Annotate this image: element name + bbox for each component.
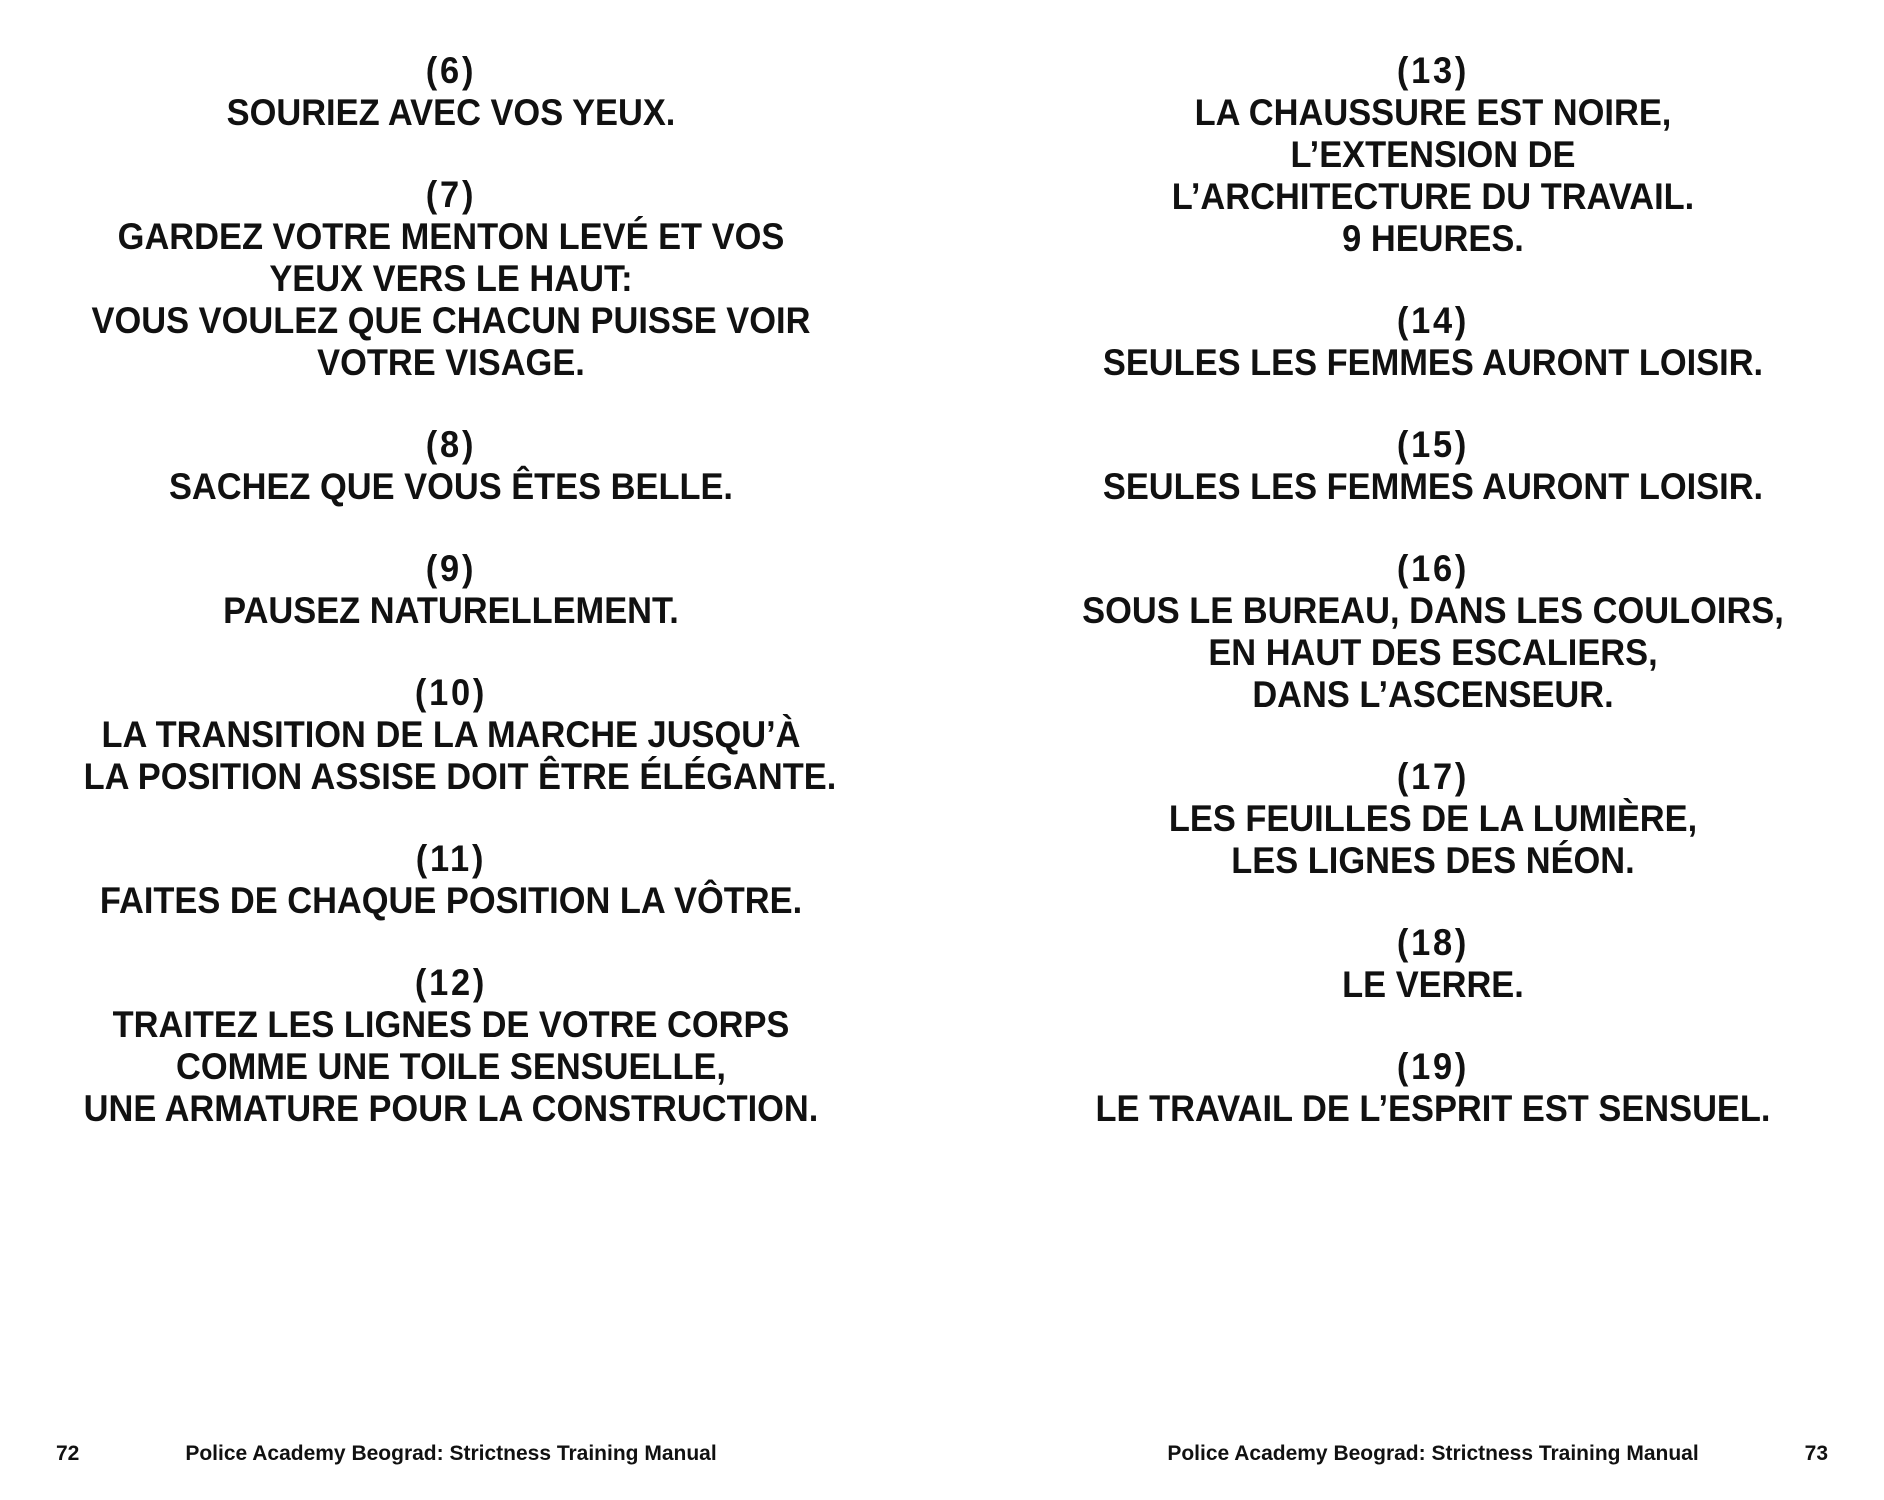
running-title: Police Academy Beograd: Strictness Training Manual (185, 1442, 717, 1465)
rule-line: DANS L’ASCENSEUR. (1252, 674, 1614, 715)
rule-block-17 (1066, 756, 1801, 882)
rule-line: PAUSEZ NATURELLEMENT. (223, 590, 679, 631)
footer-right (1038, 1440, 1828, 1468)
rule-number: (9) (425, 548, 477, 589)
rule-line: LES LIGNES DES NÉON. (1231, 840, 1635, 881)
rule-block-14 (1066, 300, 1801, 384)
footer-left (56, 1440, 846, 1468)
rule-line: 9 HEURES. (1342, 218, 1524, 259)
rule-number: (13) (1396, 50, 1470, 91)
rule-number: (17) (1396, 756, 1470, 797)
page-right (942, 0, 1884, 1500)
rule-line: SOUS LE BUREAU, DANS LES COULOIRS, (1082, 590, 1784, 631)
rule-line: SEULES LES FEMMES AURONT LOISIR. (1102, 342, 1764, 383)
rule-line: LA POSITION ASSISE DOIT ÊTRE ÉLÉGANTE. (83, 756, 837, 797)
rule-number: (7) (425, 174, 477, 215)
running-title: Police Academy Beograd: Strictness Training Manual (1167, 1442, 1699, 1465)
rule-number: (14) (1396, 300, 1470, 341)
rule-line: SACHEZ QUE VOUS ÊTES BELLE. (168, 466, 734, 507)
rule-line: VOTRE VISAGE. (317, 342, 585, 383)
rule-line: L’EXTENSION DE (1290, 134, 1576, 175)
rule-line: LE VERRE. (1342, 964, 1524, 1005)
rule-number: (8) (425, 424, 477, 465)
rule-line: SEULES LES FEMMES AURONT LOISIR. (1102, 466, 1764, 507)
rule-number: (6) (425, 50, 477, 91)
rule-block-16 (1066, 548, 1801, 716)
rule-line: LA CHAUSSURE EST NOIRE, (1194, 92, 1672, 133)
rule-number: (10) (414, 672, 488, 713)
rule-line: LES FEUILLES DE LA LUMIÈRE, (1168, 798, 1698, 839)
rule-number: (18) (1396, 922, 1470, 963)
rule-line: TRAITEZ LES LIGNES DE VOTRE CORPS (112, 1004, 790, 1045)
rule-block-12 (84, 962, 819, 1130)
rule-line: LE TRAVAIL DE L’ESPRIT EST SENSUEL. (1095, 1088, 1771, 1129)
rule-number: (12) (414, 962, 488, 1003)
rule-line: FAITES DE CHAQUE POSITION LA VÔTRE. (99, 880, 803, 921)
rule-block-7 (84, 174, 819, 384)
page-number: 72 (56, 1442, 80, 1465)
rule-number: (11) (415, 838, 487, 879)
rule-block-13 (1066, 50, 1801, 260)
rule-line: EN HAUT DES ESCALIERS, (1208, 632, 1658, 673)
rule-block-18 (1066, 922, 1801, 1006)
rule-line: VOUS VOULEZ QUE CHACUN PUISSE VOIR (91, 300, 811, 341)
rule-number: (15) (1396, 424, 1470, 465)
rule-block-11 (84, 838, 819, 922)
rule-block-15 (1066, 424, 1801, 508)
rule-line: GARDEZ VOTRE MENTON LEVÉ ET VOS (117, 216, 785, 257)
rule-line: UNE ARMATURE POUR LA CONSTRUCTION. (83, 1088, 819, 1129)
rule-block-6 (84, 50, 819, 134)
rule-line: L’ARCHITECTURE DU TRAVAIL. (1171, 176, 1695, 217)
rule-number: (16) (1396, 548, 1470, 589)
rule-line: YEUX VERS LE HAUT: (269, 258, 633, 299)
rule-block-10 (83, 672, 837, 798)
page-number: 73 (1804, 1442, 1828, 1465)
rule-line: COMME UNE TOILE SENSUELLE, (176, 1046, 726, 1087)
rule-block-19 (1066, 1046, 1801, 1130)
rule-block-8 (84, 424, 819, 508)
rule-number: (19) (1396, 1046, 1470, 1087)
rule-line: SOURIEZ AVEC VOS YEUX. (226, 92, 676, 133)
rule-block-9 (84, 548, 819, 632)
rule-line: LA TRANSITION DE LA MARCHE JUSQU’À (101, 714, 801, 755)
